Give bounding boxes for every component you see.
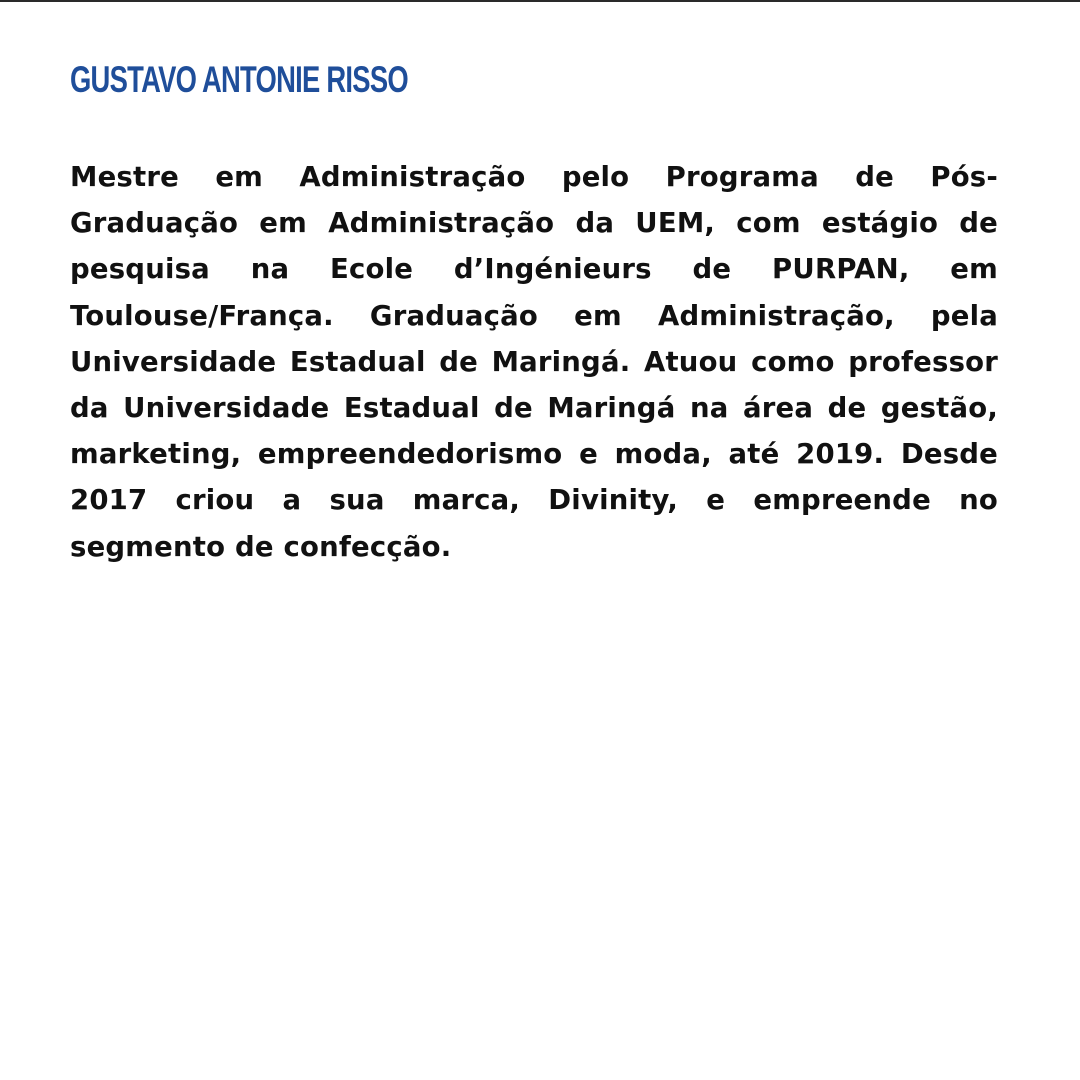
biography-paragraph: Mestre em Administração pelo Programa de Pós-Graduação em Administração da UEM, com estágio de pesquisa na Ecole d’Ingénieurs de PURPAN, em Toulouse/França. Graduação em Administração, pela Universidade Estadual de Maringá. Atuou como professor da Universidade Estadual de Maringá na área de gestão, marketing, empreendedorismo e moda, até 2019. Desde 2017 criou a sua marca, Divinity, e empreende no segmento de confecção. [70, 161, 998, 563]
person-name-heading: GUSTAVO ANTONIE RISSO [70, 59, 408, 100]
